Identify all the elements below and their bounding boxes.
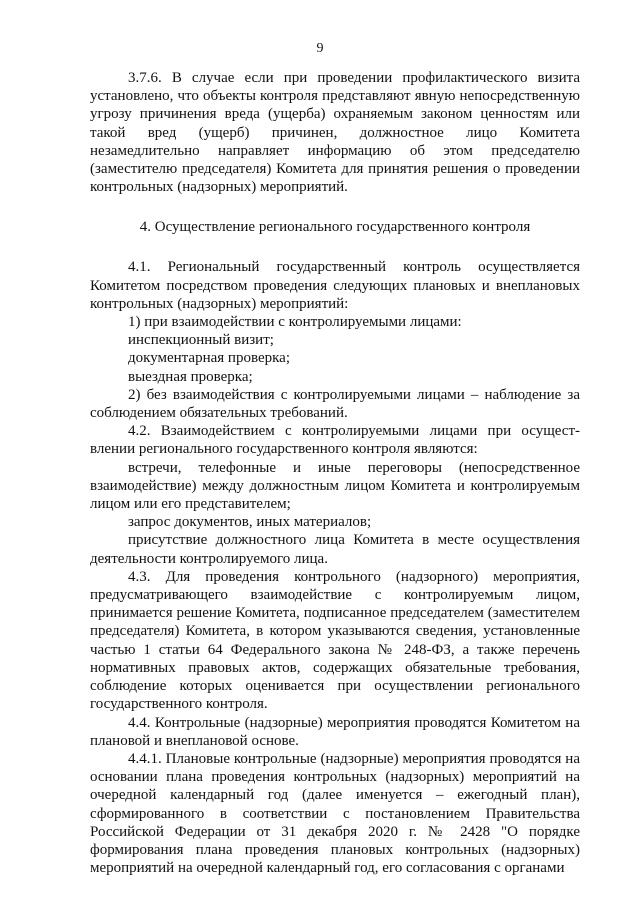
- list-item-inspection-visit: инспекционный визит;: [128, 332, 274, 349]
- list-item-presence: присутствие должностного лица Комитета в месте осуществления деятельности контролируемого лица.: [90, 532, 580, 567]
- list-item-field-check: выездная проверка;: [128, 368, 253, 385]
- paragraph-3-7-6: 3.7.6. В случае если при проведении профилактического визита установлено, что объекты контроля представляют явную непосредственную угрозу причинения вреда (ущерба) охраняемым законом ценностям или такой вред (ущерб) причинен, должностное лицо Комитета незамедлительно направляет информацию об этом председателю (заместителю председателя) Комитета для принятия решения о проведении контрольных (надзорных) мероприятий.: [90, 70, 580, 196]
- list-item-with-interaction: 1) при взаимодействии с контролируемыми лицами:: [128, 314, 462, 331]
- page-number: 9: [316, 41, 324, 56]
- list-item-documentary-check: документарная проверка;: [128, 350, 290, 367]
- list-item-meetings: встречи, телефонные и иные переговоры (непосредственное взаимодействие) между должностным лицом Комитета и контролируемым лицом или его представителем;: [90, 459, 580, 513]
- list-item-document-request: запрос документов, иных материалов;: [128, 514, 372, 531]
- paragraph-4-4: 4.4. Контрольные (надзорные) мероприятия проводятся Комитетом на плановой и внеплановой основе.: [90, 714, 580, 749]
- paragraph-4-4-1: 4.4.1. Плановые контрольные (надзорные) мероприятия проводятся на основании плана проведения контрольных (надзорных) мероприятий на очередной календарный год (далее именуется – ежегодный план), сформированного в соответствии с постановлением Правительства Российской Федерации от 31 декабря 2020 г. № 2428 "О порядке формирования плана проведения плановых контрольных (надзорных) мероприятий на очередной календарный год, его согласования с органами: [90, 750, 580, 877]
- paragraph-4-1: 4.1. Региональный государственный контроль осуществляется Комитетом посредством проведения следующих плановых и внеплановых контрольных (надзорных) мероприятий:: [90, 259, 580, 312]
- paragraph-4-3: 4.3. Для проведения контрольного (надзорного) мероприятия, предусматривающего взаимодействие с контролируемым лицом, принимается решение Комитета, подписанное председателем (заместителем председателя) Комитета, в котором указываются сведения, установленные частью 1 статьи 64 Федерального закона № 248-ФЗ, а также перечень нормативных правовых актов, содержащих обязательные требования, соблюдение которых оценивается при осуществлении регионального государственного контроля.: [90, 568, 580, 713]
- list-item-without-interaction: 2) без взаимодействия с контролируемыми лицами – наблюдение за соблюдением обязательных требований.: [90, 386, 580, 422]
- section-heading: 4. Осуществление регионального государственного контроля: [139, 219, 531, 236]
- paragraph-4-2: 4.2. Взаимодействием с контролируемыми лицами при осуществлении регионального государственного контроля являются:: [90, 423, 580, 458]
- document-body: [90, 69, 580, 877]
